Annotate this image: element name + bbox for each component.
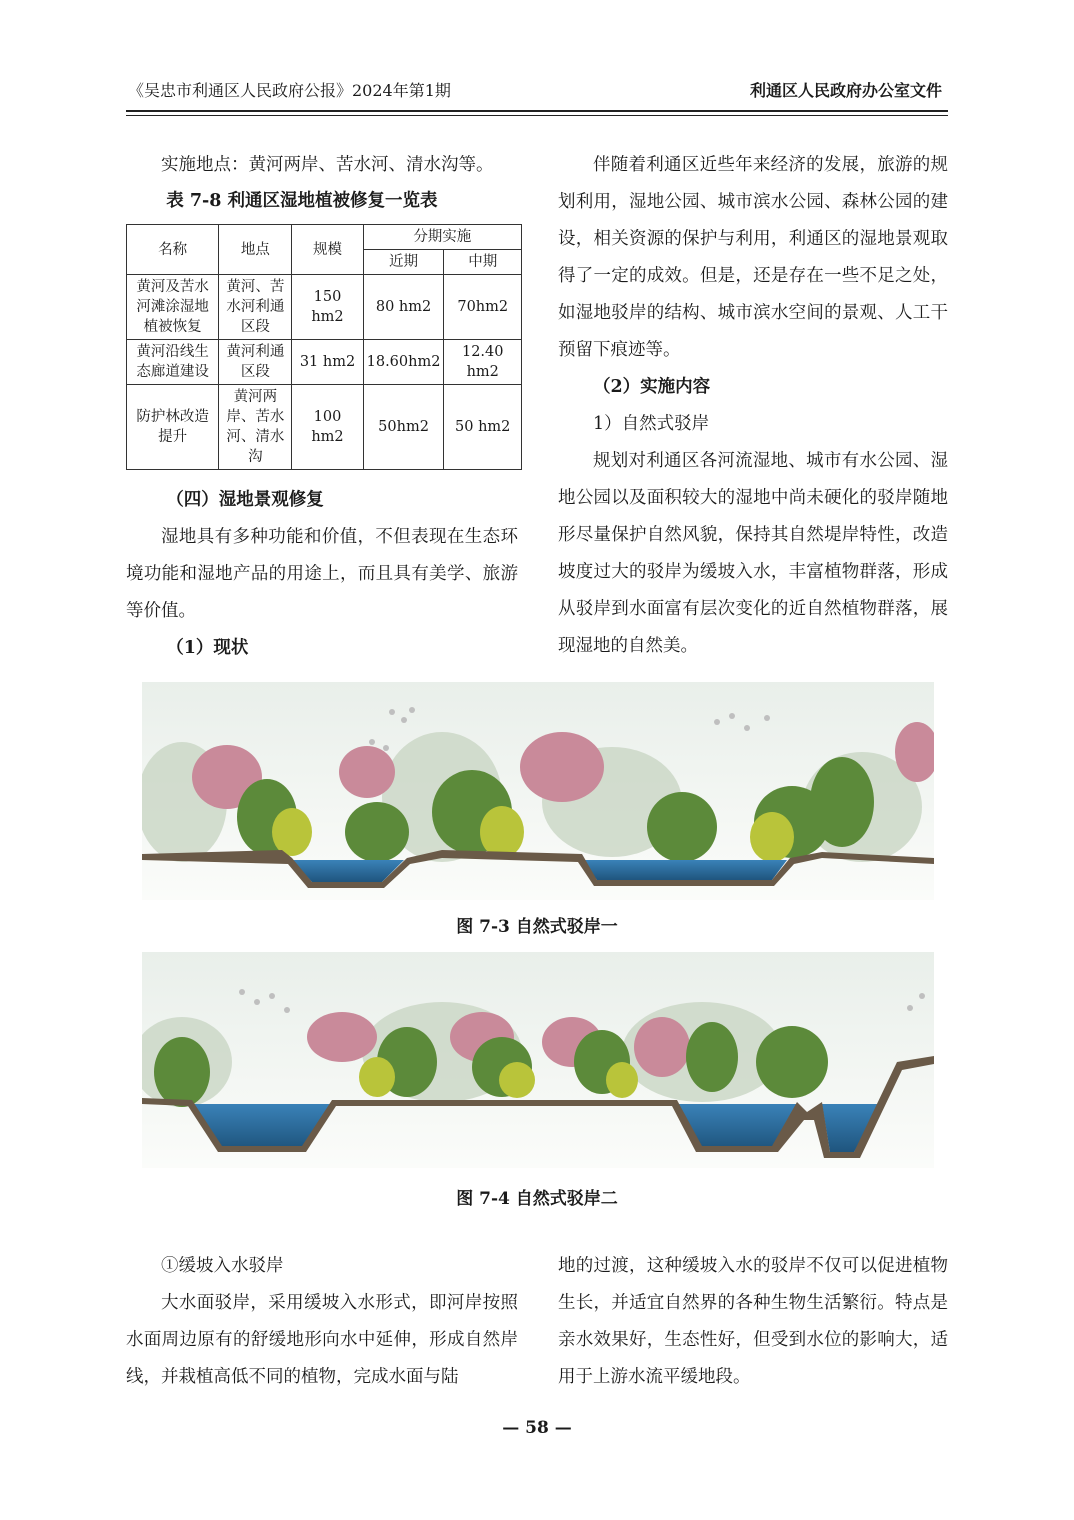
th-phase: 分期实施 <box>363 225 521 250</box>
status-heading: （1）现状 <box>166 638 249 658</box>
cell-near: 80 hm2 <box>363 275 444 340</box>
gentle-slope-text-continued: 地的过渡，这种缓坡入水的驳岸不仅可以促进植物生长，并适宜自然界的各种生物生活繁衍。特点是亲水效果好，生态性好，但受到水位的影响大，适用于上游水流平缓地段。 <box>558 1256 948 1387</box>
section-text: 湿地具有多种功能和价值，不但表现在生态环境功能和湿地产品的用途上，而且具有美学、旅游等价值。 <box>126 527 518 621</box>
cell-scale: 31 hm2 <box>292 340 363 385</box>
left-column <box>126 147 518 667</box>
cell-near: 18.60hm2 <box>363 340 444 385</box>
header-publication: 《吴忠市利通区人民政府公报》2024年第1期 <box>128 81 451 100</box>
restoration-table <box>126 224 522 470</box>
cell-name: 黄河及苦水河滩涂湿地植被恢复 <box>127 275 219 340</box>
cell-near: 50hm2 <box>363 385 444 470</box>
cell-scale: 100 hm2 <box>292 385 363 470</box>
header-rule <box>126 110 948 112</box>
cell-mid: 70hm2 <box>444 275 522 340</box>
th-mid: 中期 <box>444 250 522 275</box>
plan-paragraph: 规划对利通区各河流湿地、城市有水公园、湿地公园以及面积较大的湿地中尚未硬化的驳岸随地形尽量保护自然风貌，保持其自然堤岸特性，改造坡度过大的驳岸为缓坡入水，丰富植物群落，形成从驳岸到水面富有层次变化的近自然植物群落，展现湿地的自然美。 <box>558 451 948 656</box>
th-scale: 规模 <box>292 225 363 275</box>
cell-name: 防护林改造提升 <box>127 385 219 470</box>
cell-mid: 50 hm2 <box>444 385 522 470</box>
table-title: 表 7-8 利通区湿地植被修复一览表 <box>166 191 438 211</box>
figure-7-4-image <box>142 952 934 1168</box>
figure-7-3-image <box>142 682 934 900</box>
gentle-slope-text: 大水面驳岸，采用缓坡入水形式，即河岸按照水面周边原有的舒缓地形向水中延伸，形成自然岸线，并栽植高低不同的植物，完成水面与陆 <box>126 1293 518 1387</box>
section-heading: （四）湿地景观修复 <box>166 490 324 510</box>
table-row <box>127 275 522 340</box>
th-near: 近期 <box>363 250 444 275</box>
header-rule-thin <box>126 115 948 116</box>
figure-7-3-caption: 图 7-3 自然式驳岸一 <box>456 917 618 937</box>
cell-scale: 150 hm2 <box>292 275 363 340</box>
cell-name: 黄河沿线生态廊道建设 <box>127 340 219 385</box>
page-number: — 58 — <box>502 1418 572 1438</box>
th-name: 名称 <box>127 225 219 275</box>
location-text: 实施地点：黄河两岸、苦水河、清水沟等。 <box>161 155 494 175</box>
cell-mid: 12.40 hm2 <box>444 340 522 385</box>
header-office: 利通区人民政府办公室文件 <box>749 81 942 100</box>
cell-place: 黄河利通区段 <box>219 340 292 385</box>
natural-bank-heading: 1）自然式驳岸 <box>593 414 710 434</box>
bottom-left-column <box>126 1248 518 1396</box>
gentle-slope-heading: ①缓坡入水驳岸 <box>161 1256 284 1276</box>
bottom-right-column <box>558 1248 948 1396</box>
cell-place: 黄河、苦水河利通区段 <box>219 275 292 340</box>
table-row <box>127 340 522 385</box>
development-paragraph: 伴随着利通区近些年来经济的发展，旅游的规划利用，湿地公园、城市滨水公园、森林公园的建设，相关资源的保护与利用，利通区的湿地景观取得了一定的成效。但是，还是存在一些不足之处，如湿地驳岸的结构、城市滨水空间的景观、人工干预留下痕迹等。 <box>558 155 948 360</box>
right-column <box>558 147 948 665</box>
figure-7-4-caption: 图 7-4 自然式驳岸二 <box>456 1189 618 1209</box>
cell-place: 黄河两岸、苦水河、清水沟 <box>219 385 292 470</box>
table-row <box>127 385 522 470</box>
implementation-heading: （2）实施内容 <box>593 377 711 397</box>
th-place: 地点 <box>219 225 292 275</box>
